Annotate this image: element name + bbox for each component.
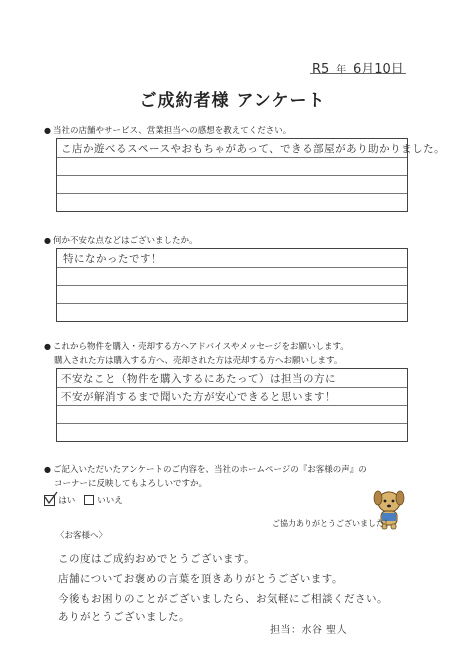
answer-box-3 [56,368,408,442]
question-2-text: 何か不安な点などはございましたか。 [52,236,198,246]
consent-question-line-2: コーナーに反映してもよろしいですか。 [54,479,208,489]
page-title: ご成約者様 アンケート [139,91,326,111]
staff-note-line-2: 店舗についてお褒めの言葉を頂きありがとうございます。 [58,573,343,585]
checkbox-yes[interactable] [44,495,55,506]
consent-yes-label: はい [58,496,76,506]
checkbox-no[interactable] [84,495,94,505]
answer-box-2 [56,248,408,322]
answer-1-line-1: こ店か遊べるスペースやおもちゃがあって、できる部屋があり助かりました。 [61,143,446,155]
date-value: 6月10日 [352,62,404,77]
question-2: ● 何か不安な点などはございましたか。 [44,236,198,246]
staff-note-title: 〈お客様へ〉 [56,531,108,541]
consent-question-line-1: ご記入いただいたアンケートのご内容を、当社のホームページの『お客様の声』の [52,465,367,475]
answer-box-1 [56,138,446,212]
question-3: ● これから物件を購入・売却する方へアドバイスやメッセージをお願いします。 [44,342,349,352]
survey-date [312,58,404,77]
staff-signature: 担当：水谷 聖人 [270,625,348,636]
year-label: 年 [336,65,347,76]
thanks-message: ご協力ありがとうございました！ [272,519,392,528]
staff-note-line-3: 今後もお困りのことがございましたら、お気軽にご相談ください。 [58,593,388,605]
staff-note-line-4: ありがとうございました。 [58,611,190,623]
question-1: ● 当社の店舗やサービス、営業担当への感想を教えてください。 [44,126,292,136]
answer-2-line-1: 特になかったです！ [63,253,162,265]
consent-no[interactable] [84,494,123,506]
question-3-sub: 購入された方は購入する方へ、売却された方は売却する方へお願いします。 [54,356,343,366]
consent-yes[interactable] [44,494,75,506]
checkmark-icon [44,491,58,505]
question-1-text: 当社の店舗やサービス、営業担当への感想を教えてください。 [52,126,292,136]
answer-3-line-1: 不安なこと（物件を購入するにあたって）は担当の方に [61,373,336,385]
date-era: R5 [312,62,330,77]
answer-3-line-2: 不安が解消するまで聞いた方が安心できると思います！ [61,391,336,403]
question-3-text: これから物件を購入・売却する方へアドバイスやメッセージをお願いします。 [52,342,349,352]
consent-question: ● ご記入いただいたアンケートのご内容を、当社のホームページの『お客様の声』の [44,465,367,475]
consent-no-label: いいえ [97,496,123,506]
staff-note-line-1: この度はご成約おめでとうございます。 [58,553,256,565]
